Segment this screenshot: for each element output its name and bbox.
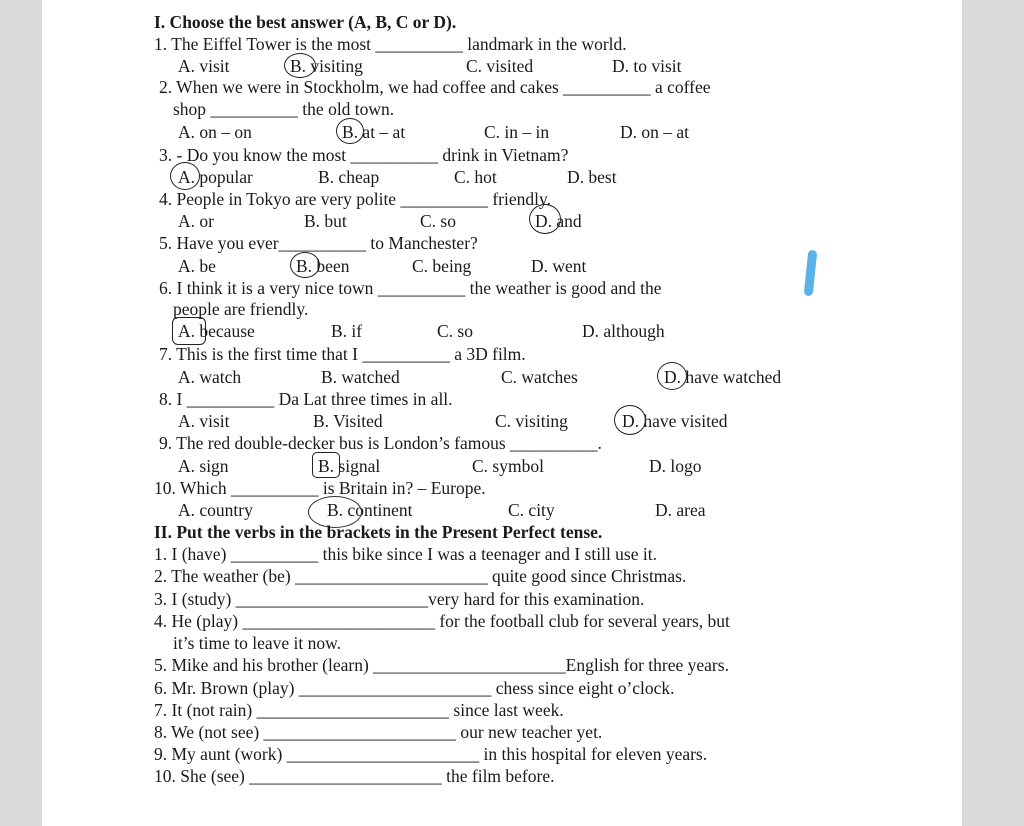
- question-2: 2. When we were in Stockholm, we had coffee and cakes __________ a coffee: [159, 77, 711, 97]
- question-5: 5. Have you ever__________ to Manchester?: [159, 233, 478, 253]
- q4-option-a: A. or: [178, 211, 214, 231]
- q9-option-c: C. symbol: [472, 456, 544, 476]
- question-10: 10. Which __________ is Britain in? – Europe.: [154, 478, 486, 498]
- q1-option-b: B. visiting: [290, 56, 363, 76]
- question-2-cont: shop __________ the old town.: [173, 99, 395, 119]
- q2-option-b: B. at – at: [342, 122, 406, 142]
- q8-option-b: B. Visited: [313, 411, 383, 431]
- question-6-cont: people are friendly.: [173, 299, 309, 319]
- exercise-2: 2. The weather (be) ______________________ quite good since Christmas.: [154, 566, 687, 586]
- q9-option-b: B. signal: [318, 456, 381, 476]
- q5-option-a: A. be: [178, 256, 216, 276]
- answer-circle: [172, 317, 206, 345]
- q4-option-d: D. and: [535, 211, 582, 231]
- exercise-4-cont: it’s time to leave it now.: [173, 633, 342, 653]
- q1-option-a: A. visit: [178, 56, 230, 76]
- q8-option-c: C. visiting: [495, 411, 568, 431]
- q7-option-d: D. have watched: [664, 367, 782, 387]
- q3-option-d: D. best: [567, 167, 617, 187]
- q7-option-b: B. watched: [321, 367, 400, 387]
- q5-option-b: B. been: [296, 256, 350, 276]
- question-1: 1. The Eiffel Tower is the most __________ landmark in the world.: [154, 34, 627, 54]
- exercise-9: 9. My aunt (work) ______________________ in this hospital for eleven years.: [154, 744, 708, 764]
- exercise-10: 10. She (see) ______________________ the film before.: [154, 766, 555, 786]
- exercise-5: 5. Mike and his brother (learn) ______________________English for three years.: [154, 655, 729, 675]
- q8-option-a: A. visit: [178, 411, 230, 431]
- exercise-3: 3. I (study) ______________________very hard for this examination.: [154, 589, 645, 609]
- answer-circle: [312, 452, 340, 478]
- q3-option-c: C. hot: [454, 167, 497, 187]
- q9-option-a: A. sign: [178, 456, 229, 476]
- q10-option-c: C. city: [508, 500, 555, 520]
- q5-option-c: C. being: [412, 256, 472, 276]
- question-8: 8. I __________ Da Lat three times in all.: [159, 389, 453, 409]
- q10-option-b: B. continent: [327, 500, 413, 520]
- q3-option-a: A. popular: [178, 167, 253, 187]
- answer-circle: [614, 405, 646, 435]
- question-4: 4. People in Tokyo are very polite __________ friendly.: [159, 189, 551, 209]
- exercise-1: 1. I (have) __________ this bike since I was a teenager and I still use it.: [154, 544, 657, 564]
- exercise-7: 7. It (not rain) ______________________ since last week.: [154, 700, 564, 720]
- q6-option-b: B. if: [331, 321, 363, 341]
- q5-option-d: D. went: [531, 256, 587, 276]
- q6-option-d: D. although: [582, 321, 665, 341]
- q2-option-c: C. in – in: [484, 122, 550, 142]
- exercise-8: 8. We (not see) ______________________ our new teacher yet.: [154, 722, 603, 742]
- question-6: 6. I think it is a very nice town __________ the weather is good and the: [159, 278, 662, 298]
- q4-option-c: C. so: [420, 211, 456, 231]
- q6-option-a: A. because: [178, 321, 255, 341]
- question-9: 9. The red double-decker bus is London’s famous __________.: [159, 433, 602, 453]
- q1-option-c: C. visited: [466, 56, 534, 76]
- q2-option-a: A. on – on: [178, 122, 252, 142]
- answer-circle: [657, 362, 687, 390]
- answer-circle: [336, 118, 364, 144]
- q10-option-a: A. country: [178, 500, 253, 520]
- question-7: 7. This is the first time that I __________ a 3D film.: [159, 344, 526, 364]
- q6-option-c: C. so: [437, 321, 473, 341]
- answer-circle: [290, 252, 320, 278]
- answer-circle: [170, 162, 200, 190]
- answer-circle: [284, 53, 316, 78]
- q4-option-b: B. but: [304, 211, 347, 231]
- q3-option-b: B. cheap: [318, 167, 380, 187]
- q8-option-d: D. have visited: [622, 411, 728, 431]
- question-3: 3. - Do you know the most __________ drink in Vietnam?: [159, 145, 569, 165]
- part1-heading: I. Choose the best answer (A, B, C or D).: [154, 12, 457, 32]
- answer-circle: [529, 204, 561, 234]
- q1-option-d: D. to visit: [612, 56, 682, 76]
- q9-option-d: D. logo: [649, 456, 702, 476]
- q7-option-a: A. watch: [178, 367, 242, 387]
- q7-option-c: C. watches: [501, 367, 578, 387]
- q10-option-d: D. area: [655, 500, 706, 520]
- q2-option-d: D. on – at: [620, 122, 690, 142]
- part2-heading: II. Put the verbs in the brackets in the Present Perfect tense.: [154, 522, 603, 542]
- exercise-6: 6. Mr. Brown (play) ______________________ chess since eight o’clock.: [154, 678, 675, 698]
- exercise-4: 4. He (play) ______________________ for the football club for several years, but: [154, 611, 730, 631]
